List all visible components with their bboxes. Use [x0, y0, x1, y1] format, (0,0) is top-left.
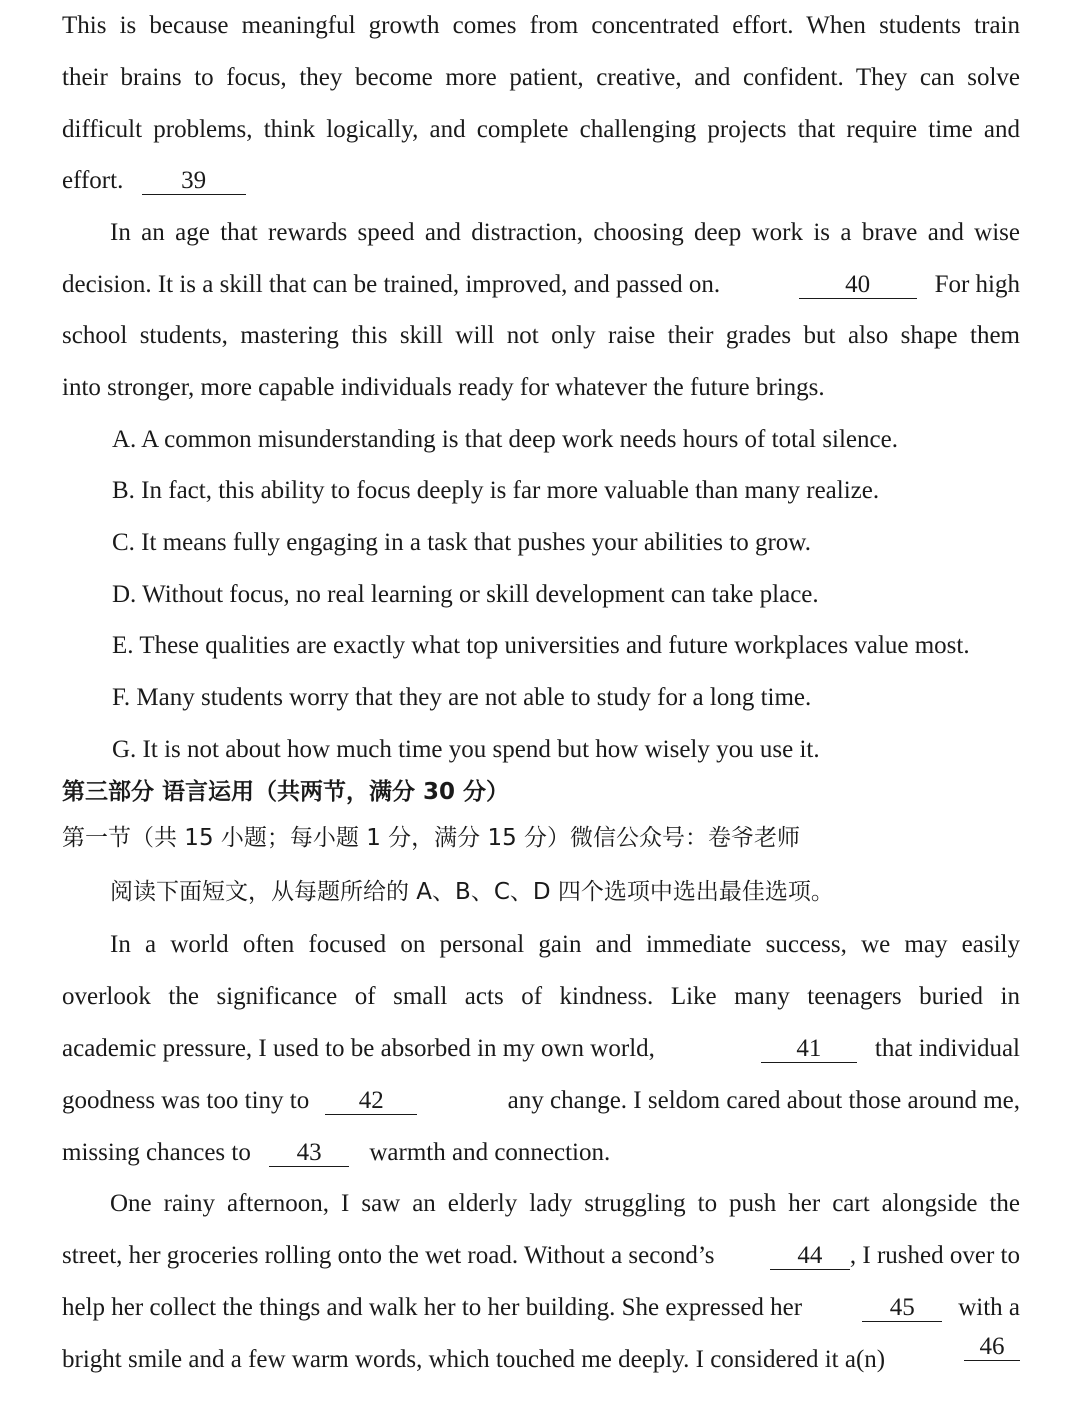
option-g: G. It is not about how much time you spend but how wisely you use it. [112, 736, 820, 763]
blank-44: 44 [770, 1243, 850, 1270]
passage1-para2-line-2 [62, 259, 1020, 311]
passage2-line-3-end [761, 1023, 1020, 1075]
passage2-line-4-start [62, 1075, 417, 1127]
passage2-para2-line-2 [62, 1230, 1020, 1282]
passage1-para2-line-2-text-a: decision. It is a skill that can be trained, improved, and passed on. [62, 271, 721, 298]
option-b: B. In fact, this ability to focus deeply is far more valuable than many realize. [112, 477, 880, 504]
option-e: E. These qualities are exactly what top universities and future workplaces value most. [112, 632, 970, 659]
blank-40: 40 [799, 272, 917, 299]
option-d: D. Without focus, no real learning or skill development can take place. [112, 581, 819, 608]
blank-39: 39 [142, 168, 246, 195]
passage2-para2-line-4-text-a: bright smile and a few warm words, which touched me deeply. I considered it a(n) [62, 1346, 886, 1373]
blank-46: 46 [964, 1334, 1020, 1361]
passage2-line-4-text-a: goodness was too tiny to [62, 1087, 310, 1114]
passage1-para2-line-1: In an age that rewards speed and distraction, choosing deep work is a brave and wise [110, 219, 1020, 246]
passage2-line-2: overlook the significance of small acts of kindness. Like many teenagers buried in [62, 983, 1020, 1010]
passage2-line-1: In a world often focused on personal gain and immediate success, we may easily [110, 931, 1020, 958]
option-c: C. It means fully engaging in a task that pushes your abilities to grow. [112, 529, 811, 556]
passage1-para2-line-4: into stronger, more capable individuals ready for whatever the future brings. [62, 374, 825, 401]
section3-instruction: 阅读下面短文，从每题所给的 A、B、C、D 四个选项中选出最佳选项。 [110, 879, 834, 905]
passage1-line-3: difficult problems, think logically, and complete challenging projects that require time and [62, 116, 1020, 143]
passage1-line-2: their brains to focus, they become more patient, creative, and confident. They can solve [62, 64, 1020, 91]
blank-45: 45 [862, 1295, 942, 1322]
passage2-line-5-text-a: missing chances to [62, 1139, 251, 1166]
passage2-para2-line-2-text-a: street, her groceries rolling onto the wet road. Without a second’s [62, 1242, 715, 1269]
passage2-para2-line-1: One rainy afternoon, I saw an elderly lady struggling to push her cart alongside the [110, 1190, 1020, 1217]
passage2-line-3-text-a: academic pressure, I used to be absorbed in my own world, [62, 1035, 655, 1062]
option-f: F. Many students worry that they are not able to study for a long time. [112, 684, 812, 711]
passage1-para2-line-2-end [799, 259, 1020, 311]
section3-subtitle: 第一节（共 15 小题；每小题 1 分，满分 15 分）微信公众号：卷爷老师 [62, 825, 801, 851]
passage1-line-1: This is because meaningful growth comes from concentrated effort. When students train [62, 12, 1020, 39]
passage1-para2-line-3: school students, mastering this skill will not only raise their grades but also shape them [62, 322, 1020, 349]
passage1-line-4 [62, 155, 1020, 207]
passage2-line-4-text-b: any change. I seldom cared about those around me, [507, 1087, 1020, 1114]
passage2-para2-line-3 [62, 1282, 1020, 1334]
passage2-line-4 [62, 1075, 1020, 1127]
passage2-para2-line-4 [62, 1334, 1020, 1386]
option-a: A. A common misunderstanding is that deep work needs hours of total silence. [112, 426, 898, 453]
passage2-para2-line-3-text-b: with a [958, 1294, 1020, 1321]
passage2-line-5-text-b: warmth and connection. [369, 1139, 611, 1166]
passage2-para2-line-3-end [862, 1282, 1020, 1334]
passage2-line-3 [62, 1023, 1020, 1075]
passage2-para2-line-2-end [770, 1230, 1020, 1282]
passage2-para2-line-2-text-b: , I rushed over to [849, 1242, 1020, 1269]
passage2-line-5 [62, 1127, 1020, 1179]
passage2-line-3-text-b: that individual [874, 1035, 1020, 1062]
passage1-para2-line-2-text-b: For high [934, 271, 1020, 298]
blank-42: 42 [325, 1088, 417, 1115]
passage2-para2-line-3-text-a: help her collect the things and walk her to her building. She expressed her [62, 1294, 803, 1321]
blank-41: 41 [761, 1036, 857, 1063]
section3-title: 第三部分 语言运用（共两节，满分 30 分） [62, 779, 510, 805]
passage1-line-4-text: effort. [62, 167, 124, 194]
blank-43: 43 [269, 1140, 349, 1167]
